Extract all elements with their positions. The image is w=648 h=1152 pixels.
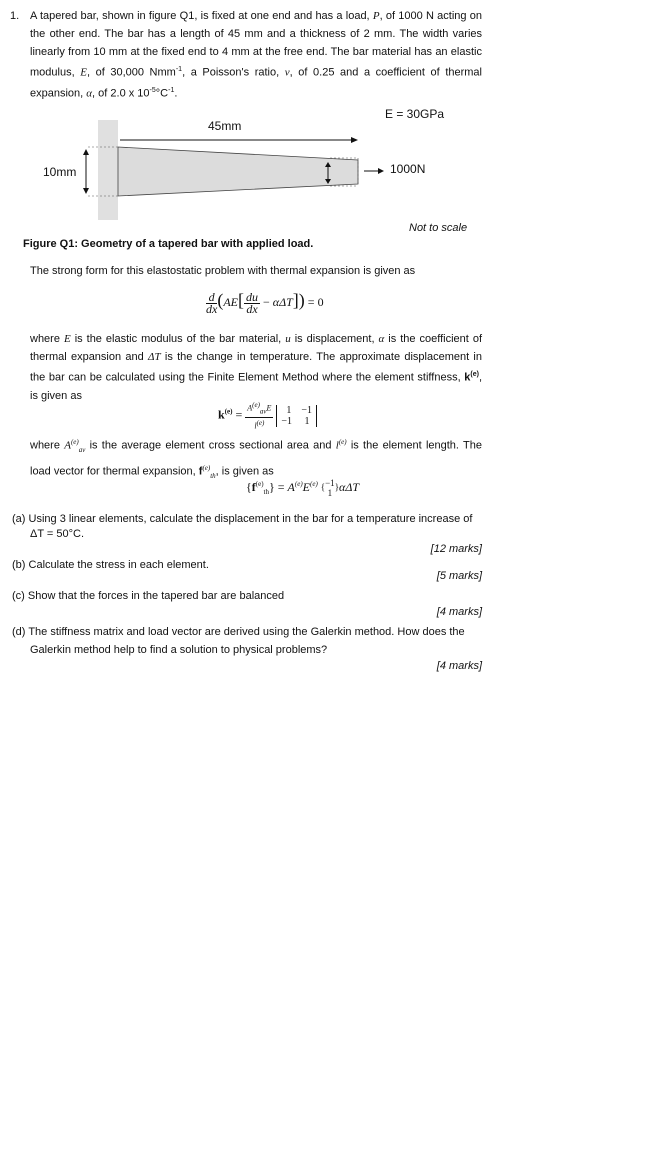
strong-form-intro: The strong form for this elastostatic problem with thermal expansion is given as (30, 265, 416, 277)
tapered-bar-figure (0, 0, 648, 240)
load-label: 1000N (390, 162, 426, 176)
not-to-scale-note: Not to scale (409, 222, 468, 234)
part-b-marks: [5 marks] (436, 570, 482, 582)
where-paragraph-1: where E is the elastic modulus of the bar material, u is displacement, α is the coefficient of thermal expansion and ΔT is the change in temperature. The approximate displacement in the bar can be calculated using the Finite Element Method where the element stiffness, $k^{(e)}$, is given as (30, 333, 482, 402)
length-label: 45mm (208, 119, 242, 133)
part-d-marks: [4 marks] (436, 660, 482, 672)
part-c-marks: [4 marks] (436, 606, 482, 618)
question-number: 1. (10, 10, 20, 22)
part-a: (a) Using 3 linear elements, calculate the displacement in the bar for a temperature increase of ΔT = 50°C. (12, 513, 473, 540)
tapered-bar-shape (118, 147, 358, 196)
part-d: (d) The stiffness matrix and load vector are derived using the Galerkin method. How does the Galerkin method help to find a solution to physical problems? (12, 626, 465, 656)
fixed-support (98, 120, 118, 220)
fixed-width-label: 10mm (43, 165, 77, 179)
question-intro: A tapered bar, shown in figure Q1, is fixed at one end and has a load, P, of 1000 N acting on the other end. The bar has a length of 45 mm and a thickness of 2 mm. The width varies linearly from 10 mm at the fixed end to 4 mm at the free end. The bar material has an elastic modulus, E, of 30,000 Nmm$^{-1}$, a Poisson's ratio, ν, of 0.25 and a coefficient of thermal expansion, α, of 2.0 x $10^{-5}^\circ C^{-1}$. (30, 10, 482, 100)
strong-form-equation: $\frac{d}{dx}$ (AE[ $\frac{du}{dx}$ − αΔT]) = 0 (206, 289, 324, 316)
part-b: (b) Calculate the stress in each element. (12, 559, 209, 571)
part-a-marks: [12 marks] (430, 543, 482, 555)
thermal-load-equation: $\{f^{(e)}_{th}\} = A^{(e)}E^{(e)}$ { −1 1 }αΔT (246, 478, 360, 498)
modulus-label: E = 30GPa (385, 107, 445, 121)
part-c: (c) Show that the forces in the tapered bar are balanced (12, 590, 285, 602)
stiffness-equation: $k^{(e)}$ = $\frac{A^{(e)}_{av}E}{l^{(e)}}$ 1 −1 −1 1 (218, 400, 317, 432)
figure-caption: Figure Q1: Geometry of a tapered bar with applied load. (23, 238, 314, 250)
where-paragraph-2: where $A^{(e)}_{av}$ is the average element cross sectional area and $l^{(e)}$ is the element length. The load vector for thermal expansion, $f^{(e)}_{th}$, is given as (30, 438, 482, 480)
